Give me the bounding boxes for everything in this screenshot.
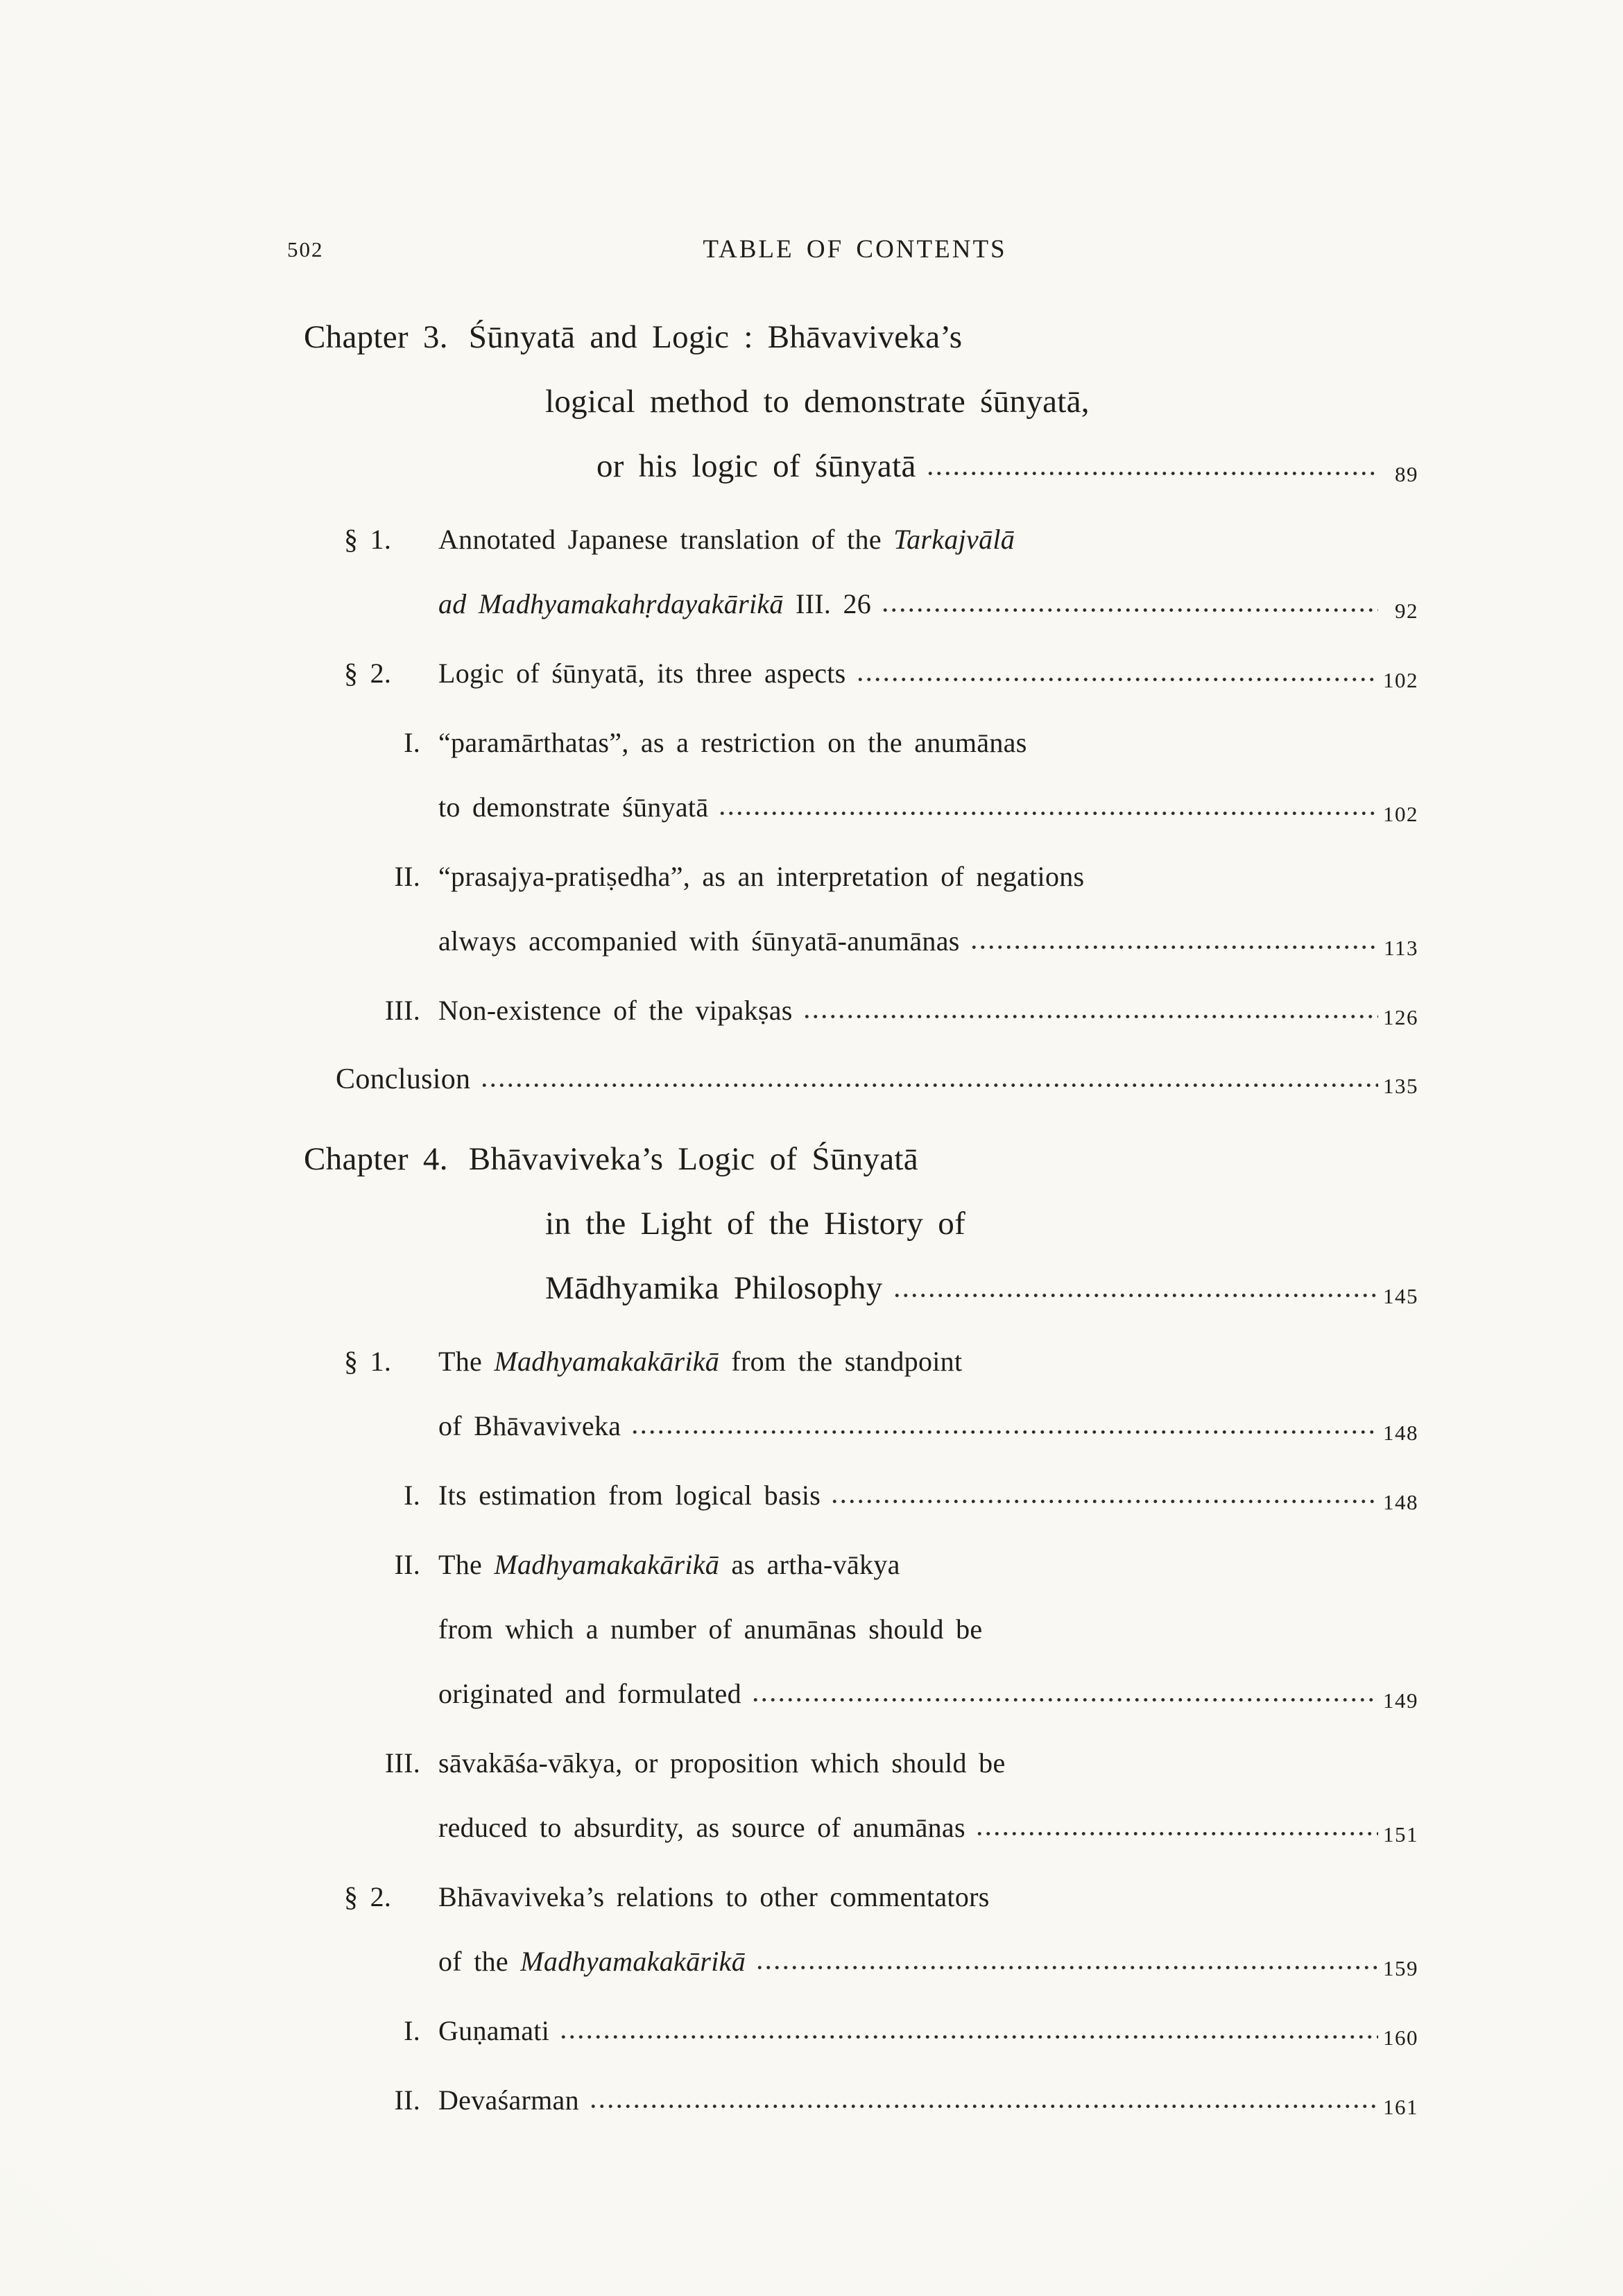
- entry-text: [438, 844, 1084, 909]
- entry-label: § 2.: [344, 658, 392, 689]
- toc-line: [291, 434, 1418, 502]
- toc-line: [291, 370, 1418, 434]
- toc-entry-chapter: [291, 305, 1418, 502]
- entry-text-italic: Madhyamakakārikā: [520, 1946, 746, 1977]
- toc-line: [291, 1127, 1418, 1192]
- entry-text-segment: Bhāvaviveka’s Logic of Śūnyatā: [468, 1141, 918, 1177]
- entry-text-segment: Guṇamati: [438, 2015, 550, 2046]
- toc-line: [291, 844, 1418, 909]
- toc-line: [291, 909, 1418, 975]
- entry-text-segment: always accompanied with śūnyatā-anumānas: [438, 925, 960, 957]
- entry-text-segment: Mādhyamika Philosophy: [545, 1270, 883, 1306]
- toc-line: [291, 710, 1418, 775]
- entry-text: [438, 775, 708, 839]
- toc-line: [291, 775, 1418, 841]
- entry-label: § 1.: [344, 524, 392, 555]
- entry-text: [438, 1661, 741, 1726]
- toc-line: [291, 2068, 1418, 2134]
- toc-entry-roman: [291, 1532, 1418, 1728]
- entry-text-segment: Its estimation from logical basis: [438, 1480, 821, 1511]
- toc-line: [291, 1192, 1418, 1256]
- entry-page-number: 89: [1395, 462, 1418, 486]
- entry-text: [438, 909, 960, 973]
- entry-text: [438, 1597, 982, 1661]
- page-content: [287, 229, 1418, 2134]
- entry-text: [438, 1329, 962, 1394]
- entry-text-segment: “prasajya-pratiṣedha”, as an interpretation of negations: [438, 861, 1085, 892]
- entry-page-number: 159: [1383, 1956, 1418, 1980]
- page-number: 502: [287, 237, 324, 262]
- entry-text: [438, 641, 846, 705]
- toc-line: [291, 1256, 1418, 1323]
- entry-text-segment: of the: [438, 1946, 521, 1977]
- toc-entry-roman: [291, 1731, 1418, 1862]
- entry-label: III.: [384, 995, 420, 1026]
- entry-text: [438, 2068, 579, 2132]
- entry-text: [438, 507, 1015, 572]
- entry-text: [545, 1256, 883, 1321]
- entry-text: [596, 434, 916, 499]
- entry-page-number: 149: [1383, 1688, 1418, 1713]
- entry-label: Chapter 3.: [304, 319, 448, 355]
- toc-line: [291, 1795, 1418, 1862]
- entry-label: Chapter 4.: [304, 1141, 448, 1177]
- toc-line: [291, 1463, 1418, 1530]
- dotted-leader: [893, 1292, 1378, 1299]
- entry-page-number: 102: [1383, 668, 1418, 692]
- entry-text-segment: from which a number of anumānas should be: [438, 1613, 983, 1645]
- entry-text-italic: Madhyamakakārikā: [494, 1346, 720, 1377]
- toc-line: [291, 1661, 1418, 1728]
- toc-line: [291, 1929, 1418, 1996]
- entry-text-segment: Non-existence of the vipakṣas: [438, 995, 793, 1026]
- toc-line: [291, 1998, 1418, 2065]
- entry-text-segment: Logic of śūnyatā, its three aspects: [438, 658, 846, 689]
- entry-text: [438, 1394, 621, 1458]
- entry-text-segment: sāvakāśa-vākya, or proposition which should be: [438, 1747, 1006, 1779]
- toc-entry-roman: [291, 1463, 1418, 1530]
- dotted-leader: [975, 1831, 1378, 1837]
- toc-entry-roman: [291, 978, 1418, 1045]
- toc-line: [291, 572, 1418, 638]
- toc-line: [291, 1394, 1418, 1460]
- entry-label: I.: [404, 2015, 420, 2046]
- entry-page-number: 113: [1384, 936, 1418, 960]
- dotted-leader: [559, 2034, 1378, 2040]
- dotted-leader: [589, 2103, 1378, 2109]
- entry-text-segment: to demonstrate śūnyatā: [438, 791, 709, 823]
- dotted-leader: [881, 607, 1378, 613]
- toc-line: [291, 1329, 1418, 1394]
- entry-text-segment: The: [438, 1346, 495, 1377]
- entry-text: [438, 572, 871, 636]
- entry-text-segment: in the Light of the History of: [545, 1206, 966, 1242]
- entry-text-italic: ad Madhyamakahṛdayakārikā: [438, 588, 784, 619]
- toc-entry-roman: [291, 710, 1418, 841]
- toc-entry-section: [291, 641, 1418, 708]
- entry-text: [469, 305, 963, 370]
- toc-entry-section: [291, 1329, 1418, 1460]
- entry-page-number: 148: [1383, 1490, 1418, 1514]
- toc-entry-roman: [291, 844, 1418, 975]
- entry-label: II.: [394, 1549, 420, 1580]
- entry-text-segment: originated and formulated: [438, 1678, 741, 1709]
- entry-text-italic: Tarkajvālā: [893, 524, 1015, 555]
- entry-text-segment: Conclusion: [336, 1063, 471, 1095]
- dotted-leader: [751, 1697, 1378, 1703]
- toc-line: [291, 1597, 1418, 1661]
- entry-text-italic: Madhyamakakārikā: [494, 1549, 720, 1580]
- entry-page-number: 151: [1383, 1822, 1418, 1847]
- entry-text: [438, 1463, 821, 1527]
- entry-label: I.: [404, 1480, 420, 1511]
- toc-line: [291, 507, 1418, 572]
- entry-text-segment: Annotated Japanese translation of the: [438, 524, 894, 555]
- entry-text: [336, 1047, 470, 1112]
- toc-line: [291, 978, 1418, 1045]
- entry-label: § 2.: [344, 1881, 392, 1912]
- entry-label: II.: [394, 2084, 420, 2116]
- entry-text: [438, 1998, 549, 2063]
- page-header: [287, 229, 1418, 273]
- dotted-leader: [856, 676, 1378, 683]
- entry-text: [438, 1929, 746, 1994]
- toc-line: [291, 1532, 1418, 1597]
- toc-entry-section: [291, 507, 1418, 638]
- dotted-leader: [830, 1498, 1378, 1505]
- entry-page-number: 160: [1383, 2025, 1418, 2050]
- dotted-leader: [480, 1082, 1378, 1088]
- toc-entry-roman: [291, 1998, 1418, 2065]
- entry-text-segment: The: [438, 1549, 495, 1580]
- entry-text: [438, 1731, 1006, 1795]
- toc-entry-conclusion: [291, 1047, 1418, 1113]
- toc-line: [291, 305, 1418, 370]
- entry-page-number: 92: [1395, 599, 1418, 623]
- entry-page-number: 145: [1383, 1284, 1418, 1308]
- dotted-leader: [630, 1429, 1378, 1435]
- toc-entry-section: [291, 1865, 1418, 1996]
- entry-text: [438, 978, 793, 1043]
- entry-text-segment: III. 26: [783, 588, 872, 619]
- entry-text: [438, 1865, 990, 1929]
- entry-text: [545, 370, 1090, 434]
- toc-line: [291, 1865, 1418, 1929]
- dotted-leader: [802, 1013, 1378, 1020]
- entry-text: [545, 1192, 965, 1256]
- entry-text-segment: logical method to demonstrate śūnyatā,: [545, 384, 1090, 420]
- page-title: TABLE OF CONTENTS: [703, 235, 1007, 264]
- entry-label: II.: [394, 861, 420, 892]
- toc-line: [291, 1047, 1418, 1113]
- toc-line: [291, 641, 1418, 708]
- entry-text-segment: as artha-vākya: [719, 1549, 900, 1580]
- entry-page-number: 135: [1383, 1074, 1418, 1098]
- entry-text: [438, 1795, 965, 1860]
- entry-text-segment: Devaśarman: [438, 2084, 579, 2116]
- entry-label: § 1.: [344, 1346, 392, 1377]
- entry-text-segment: Bhāvaviveka’s relations to other commentators: [438, 1881, 990, 1912]
- entry-text-segment: reduced to absurdity, as source of anumānas: [438, 1812, 965, 1843]
- entry-label: I.: [404, 727, 420, 758]
- toc-list: [291, 305, 1418, 2134]
- dotted-leader: [755, 1964, 1378, 1971]
- dotted-leader: [718, 810, 1378, 816]
- entry-label: III.: [384, 1747, 420, 1779]
- dotted-leader: [970, 944, 1378, 950]
- entry-text: [469, 1127, 918, 1192]
- entry-text-segment: Śūnyatā and Logic : Bhāvaviveka’s: [468, 319, 963, 355]
- entry-page-number: 126: [1383, 1005, 1418, 1029]
- entry-text-segment: of Bhāvaviveka: [438, 1410, 621, 1441]
- entry-text-segment: “paramārthatas”, as a restriction on the anumānas: [438, 727, 1027, 758]
- entry-page-number: 102: [1383, 802, 1418, 826]
- entry-text: [438, 710, 1027, 775]
- dotted-leader: [926, 470, 1378, 477]
- entry-page-number: 148: [1383, 1421, 1418, 1445]
- toc-entry-chapter: [291, 1127, 1418, 1323]
- toc-line: [291, 1731, 1418, 1795]
- entry-text-segment: or his logic of śūnyatā: [596, 448, 916, 484]
- entry-text: [438, 1532, 900, 1597]
- toc-entry-roman: [291, 2068, 1418, 2134]
- entry-text-segment: from the standpoint: [719, 1346, 963, 1377]
- entry-page-number: 161: [1383, 2095, 1418, 2119]
